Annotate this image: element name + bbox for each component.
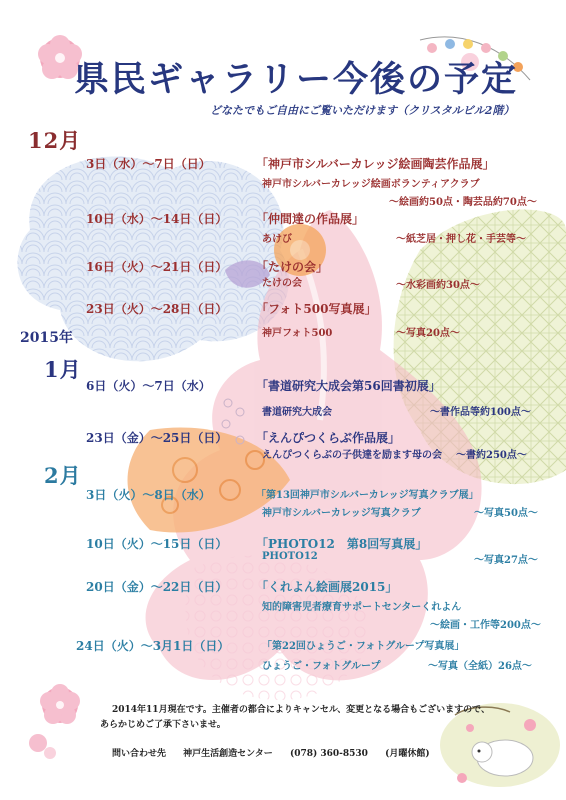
event-title: 「PHOTO12 第8回写真展」 bbox=[256, 537, 428, 551]
event-date: 24日（火）～3月1日（日） bbox=[76, 639, 230, 653]
month-heading-february: 2月 bbox=[44, 463, 82, 488]
event-organizer: 神戸市シルバーカレッジ絵画ボランティアクラブ bbox=[262, 179, 480, 190]
contact-info bbox=[112, 746, 444, 759]
month-heading-december: 12月 bbox=[28, 128, 82, 153]
contact-closed-day: (月曜休館) bbox=[385, 749, 430, 759]
event-note: ～書約250点～ bbox=[456, 450, 527, 461]
event-title: 「仲間達の作品展」 bbox=[256, 212, 365, 226]
event-note: ～写真（全紙）26点～ bbox=[428, 661, 532, 672]
event-note: ～絵画・工作等200点～ bbox=[430, 620, 541, 631]
event-note: ～書作品等約100点～ bbox=[430, 407, 531, 418]
event-title: 「書道研究大成会第56回書初展」 bbox=[256, 379, 441, 393]
event-date: 6日（火）～7日（水） bbox=[86, 379, 211, 393]
event-organizer: 書道研究大成会 bbox=[262, 407, 332, 418]
event-note: ～水彩画約30点～ bbox=[396, 280, 480, 291]
event-organizer: 神戸フォト500 bbox=[262, 328, 333, 339]
event-date: 10日（火）～15日（日） bbox=[86, 537, 228, 551]
event-note: ～写真27点～ bbox=[474, 555, 538, 566]
notice-text-continued: あらかじめご了承下さいませ。 bbox=[100, 720, 226, 730]
event-organizer: ひょうご・フォトグループ bbox=[262, 661, 381, 672]
event-title: 「神戸市シルバーカレッジ絵画陶芸作品展」 bbox=[256, 157, 495, 171]
event-title: 「第13回神戸市シルバーカレッジ写真クラブ展」 bbox=[256, 490, 479, 501]
plum-blossom-bottom-icon bbox=[29, 684, 80, 759]
event-date: 10日（水）～14日（日） bbox=[86, 212, 228, 226]
event-date: 3日（水）～7日（日） bbox=[86, 157, 211, 171]
event-title: 「えんぴつくらぶ作品展」 bbox=[256, 431, 401, 445]
event-organizer: 神戸市シルバーカレッジ写真クラブ bbox=[262, 508, 421, 519]
event-organizer: 知的障害児者療育サポートセンターくれよん bbox=[262, 602, 462, 613]
month-heading-january: 1月 bbox=[44, 357, 82, 382]
event-organizer: えんぴつくらぶの子供達を励ます母の会 bbox=[262, 450, 442, 461]
event-date: 23日（火）～28日（日） bbox=[86, 302, 228, 316]
event-note: ～絵画約50点・陶芸品約70点～ bbox=[389, 197, 537, 208]
event-date: 23日（金）～25日（日） bbox=[86, 431, 228, 445]
event-organizer: PHOTO12 bbox=[262, 551, 318, 562]
event-date: 3日（火）～8日（水） bbox=[86, 488, 211, 502]
year-label: 2015年 bbox=[20, 330, 73, 346]
event-title: 「たけの会」 bbox=[256, 260, 329, 274]
event-title: 「第22回ひょうご・フォトグループ写真展」 bbox=[262, 641, 465, 652]
event-note: ～紙芝居・押し花・手芸等～ bbox=[396, 234, 526, 245]
notice-text: 2014年11月現在です。主催者の都合によりキャンセル、変更となる場合もございますので、 bbox=[112, 705, 490, 715]
page-subtitle: どなたでもご自由にご覧いただけます（クリスタルビル2階） bbox=[210, 104, 515, 117]
contact-phone: (078) 360-8530 bbox=[289, 749, 368, 759]
event-note: ～写真50点～ bbox=[474, 508, 538, 519]
contact-label: 問い合わせ先 bbox=[112, 749, 167, 759]
event-title: 「くれよん絵画展2015」 bbox=[256, 580, 398, 594]
event-date: 20日（金）～22日（日） bbox=[86, 580, 228, 594]
event-organizer: たけの会 bbox=[262, 278, 302, 289]
event-organizer: あけび bbox=[262, 234, 292, 245]
event-title: 「フォト500写真展」 bbox=[256, 302, 377, 316]
page-title: 県民ギャラリー今後の予定 bbox=[74, 59, 519, 100]
event-note: ～写真20点～ bbox=[396, 328, 460, 339]
event-date: 16日（火）～21日（日） bbox=[86, 260, 228, 274]
contact-organization: 神戸生活創造センター bbox=[183, 749, 273, 759]
sheep-illustration-icon bbox=[440, 703, 560, 787]
